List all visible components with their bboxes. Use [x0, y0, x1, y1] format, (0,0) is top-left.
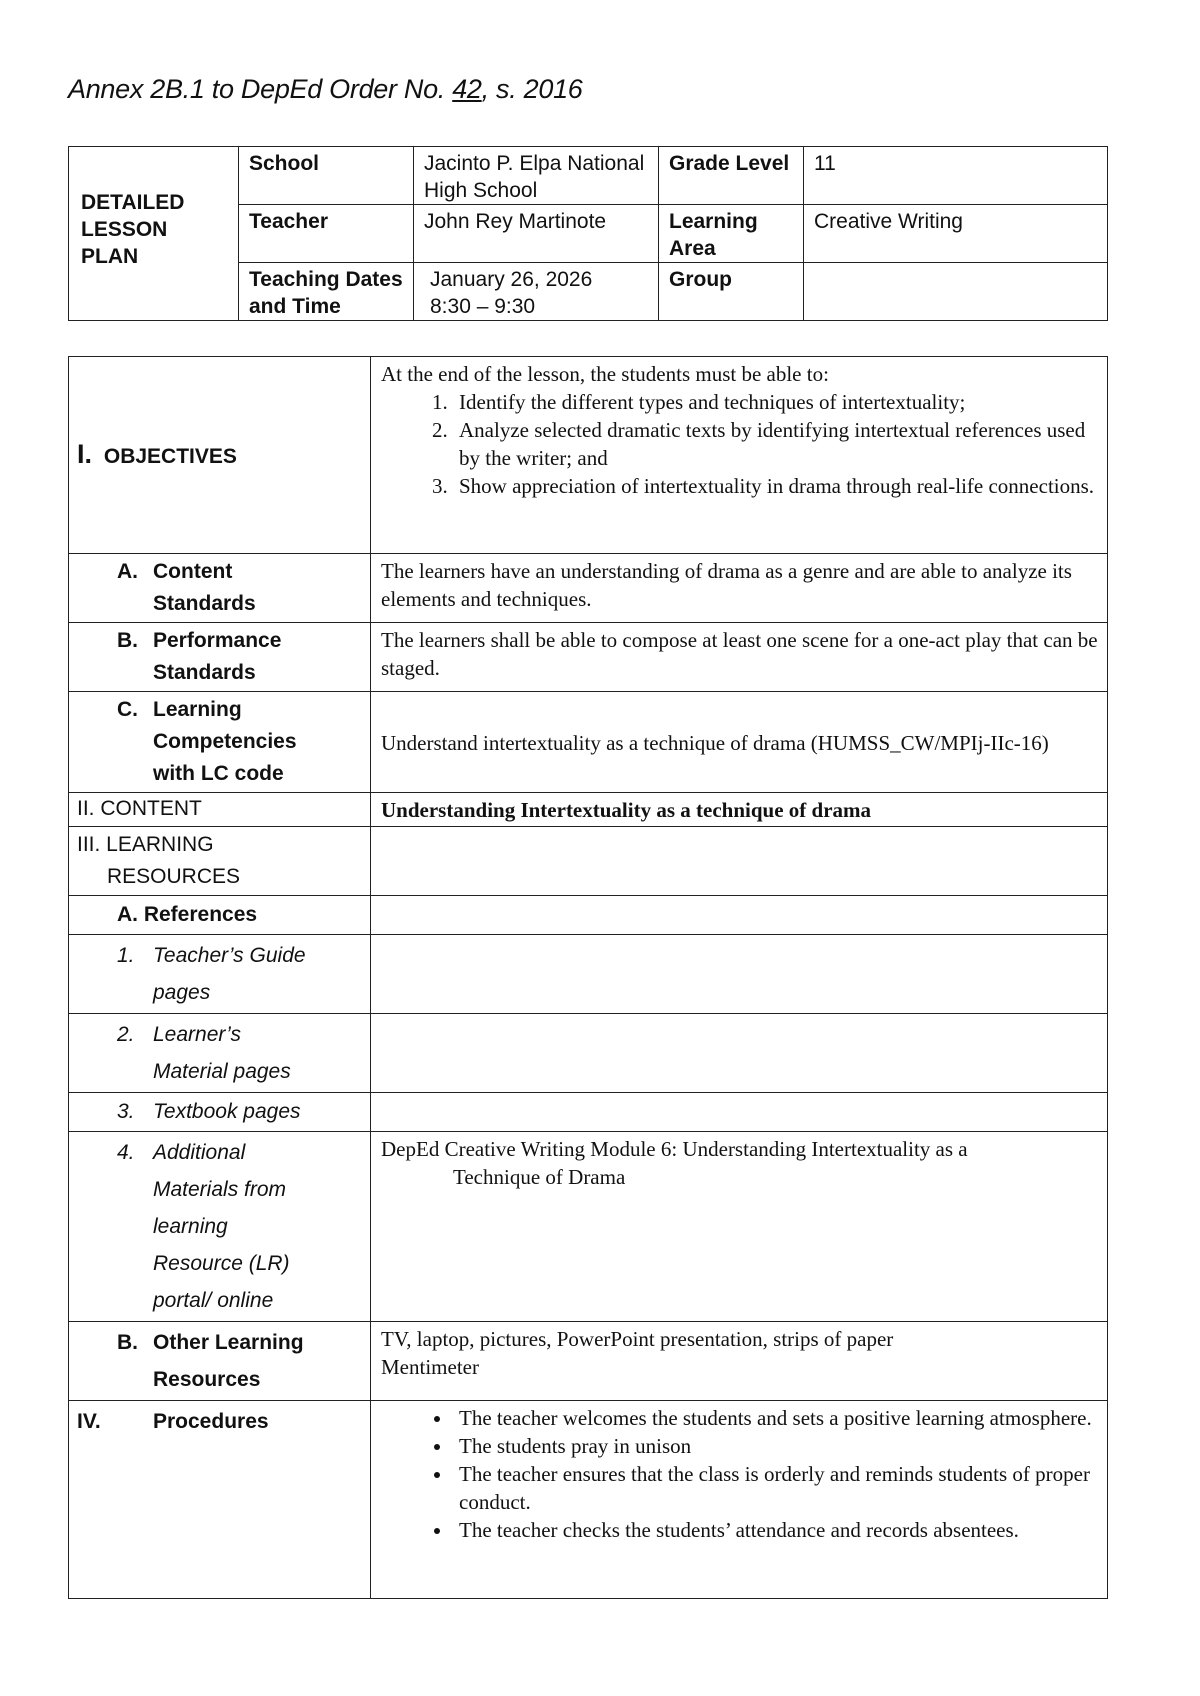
competencies-label-line2: Competencies — [153, 730, 297, 753]
objectives-number: I. — [77, 438, 93, 469]
group-value — [804, 263, 1108, 321]
teachers-guide-label-line2: pages — [153, 981, 211, 1004]
teacher-label: Teacher — [239, 205, 414, 263]
procedures-label — [69, 1401, 371, 1599]
objectives-row — [69, 357, 1108, 554]
procedure-item: • The students pray in unison — [453, 1432, 1099, 1460]
procedures-list — [381, 1404, 1099, 1544]
other-resources-label-line2: Resources — [153, 1368, 261, 1391]
teachers-guide-value — [371, 935, 1108, 1014]
competencies-label-line1: Learning — [153, 698, 242, 721]
additional-materials-value-line1: DepEd Creative Writing Module 6: Understanding Intertextuality as a — [381, 1137, 968, 1161]
other-resources-value-line1: TV, laptop, pictures, PowerPoint presentation, strips of paper — [381, 1327, 894, 1351]
annex-heading — [68, 74, 583, 105]
procedure-item: • The teacher welcomes the students and sets a positive learning atmosphere. — [453, 1404, 1099, 1432]
teacher-value: John Rey Martinote — [414, 205, 659, 263]
objective-item: 2. Analyze selected dramatic texts by identifying intertextual references used by the writer; and — [453, 416, 1099, 472]
other-resources-label — [69, 1322, 371, 1401]
content-standards-label-line1: Content — [153, 560, 233, 583]
textbook-label — [69, 1093, 371, 1132]
other-resources-value-line2: Mentimeter — [381, 1355, 479, 1379]
learners-material-row — [69, 1014, 1108, 1093]
additional-materials-label-line: portal/ online — [153, 1289, 274, 1312]
teachers-guide-label-line1: Teacher’s Guide — [153, 944, 306, 967]
content-standards-value: The learners have an understanding of drama as a genre and are able to analyze its elements and techniques. — [371, 554, 1108, 623]
additional-materials-label-line: Additional — [153, 1141, 246, 1164]
school-value — [414, 147, 659, 205]
additional-materials-value-line2: Technique of Drama — [453, 1165, 626, 1189]
other-resources-value — [371, 1322, 1108, 1401]
grade-label: Grade Level — [659, 147, 804, 205]
procedures-key: IV. — [77, 1410, 101, 1433]
references-row — [69, 896, 1108, 935]
content-standards-label — [69, 554, 371, 623]
objectives-intro: At the end of the lesson, the students must be able to: — [381, 362, 829, 386]
teaching-date: January 26, 2026 — [430, 268, 593, 291]
procedure-item: • The teacher checks the students’ attendance and records absentees. — [453, 1516, 1099, 1544]
objectives-list — [381, 388, 1099, 500]
lesson-plan-table — [68, 356, 1108, 1599]
content-value: Understanding Intertextuality as a technique of drama — [371, 793, 1108, 827]
learning-resources-row — [69, 827, 1108, 896]
school-label: School — [239, 147, 414, 205]
references-value — [371, 896, 1108, 935]
other-resources-label-line1: Other Learning — [153, 1331, 304, 1354]
grade-value: 11 — [804, 147, 1108, 205]
other-resources-key: B. — [117, 1331, 138, 1354]
teaching-dates-label — [239, 263, 414, 321]
performance-standards-row — [69, 623, 1108, 692]
textbook-label-text: Textbook pages — [153, 1100, 301, 1123]
additional-materials-label-line: learning — [153, 1215, 228, 1238]
performance-standards-value: The learners shall be able to compose at least one scene for a one-act play that can be staged. — [371, 623, 1108, 692]
lesson-header-table — [68, 146, 1108, 321]
group-label: Group — [659, 263, 804, 321]
learning-resources-label — [69, 827, 371, 896]
procedures-title: Procedures — [153, 1410, 269, 1433]
performance-standards-key: B. — [117, 629, 138, 652]
learning-area-label — [659, 205, 804, 263]
annex-suffix: , s. 2016 — [481, 74, 583, 104]
other-resources-row — [69, 1322, 1108, 1401]
annex-prefix: Annex 2B.1 to DepEd Order No. — [68, 74, 453, 104]
learners-material-label-line1: Learner’s — [153, 1023, 241, 1046]
objectives-title: OBJECTIVES — [103, 444, 237, 468]
learners-material-label-line2: Material pages — [153, 1060, 291, 1083]
teaching-dates-value — [414, 263, 659, 321]
references-label: A. References — [69, 896, 371, 935]
content-label: II. CONTENT — [69, 793, 371, 827]
additional-materials-key: 4. — [117, 1141, 135, 1164]
learning-resources-label-line1: III. LEARNING — [77, 833, 214, 856]
school-value-line1: Jacinto P. Elpa National — [424, 152, 645, 175]
teaching-dates-label-line2: and Time — [249, 295, 341, 318]
learners-material-label — [69, 1014, 371, 1093]
objective-item: 3. Show appreciation of intertextuality in drama through real-life connections. — [453, 472, 1099, 500]
performance-standards-label-line2: Standards — [153, 661, 256, 684]
procedures-value — [371, 1401, 1108, 1599]
doc-type-line1: DETAILED — [81, 190, 185, 214]
content-row — [69, 793, 1108, 827]
competencies-value: Understand intertextuality as a technique of drama (HUMSS_CW/MPIj-IIc-16) — [371, 692, 1108, 793]
teachers-guide-key: 1. — [117, 944, 135, 967]
doc-type-line2: LESSON PLAN — [81, 217, 168, 268]
textbook-key: 3. — [117, 1100, 135, 1123]
performance-standards-label — [69, 623, 371, 692]
additional-materials-label-line: Materials from — [153, 1178, 287, 1201]
learning-area-value: Creative Writing — [804, 205, 1108, 263]
learners-material-value — [371, 1014, 1108, 1093]
annex-order-number: 42 — [452, 74, 482, 104]
school-value-line2: High School — [424, 179, 538, 202]
learning-resources-value — [371, 827, 1108, 896]
learning-area-label-line2: Area — [669, 237, 716, 260]
content-standards-key: A. — [117, 560, 138, 583]
competencies-key: C. — [117, 698, 138, 721]
teaching-time: 8:30 – 9:30 — [430, 295, 536, 318]
teachers-guide-label — [69, 935, 371, 1014]
performance-standards-label-line1: Performance — [153, 629, 282, 652]
objectives-value — [371, 357, 1108, 554]
teachers-guide-row — [69, 935, 1108, 1014]
objective-item: 1. Identify the different types and techniques of intertextuality; — [453, 388, 1099, 416]
competencies-label-line3: with LC code — [153, 762, 284, 785]
learning-area-label-line1: Learning — [669, 210, 758, 233]
competencies-row — [69, 692, 1108, 793]
learning-resources-label-line2: RESOURCES — [107, 865, 241, 888]
additional-materials-label — [69, 1132, 371, 1322]
additional-materials-label-line: Resource (LR) — [153, 1252, 290, 1275]
competencies-label — [69, 692, 371, 793]
doc-type-cell — [69, 147, 239, 321]
procedure-item: • The teacher ensures that the class is orderly and reminds students of proper conduct. — [453, 1460, 1099, 1516]
teaching-dates-label-line1: Teaching Dates — [249, 268, 403, 291]
textbook-row — [69, 1093, 1108, 1132]
additional-materials-row — [69, 1132, 1108, 1322]
textbook-value — [371, 1093, 1108, 1132]
content-standards-row — [69, 554, 1108, 623]
procedures-row — [69, 1401, 1108, 1599]
learners-material-key: 2. — [117, 1023, 135, 1046]
content-standards-label-line2: Standards — [153, 592, 256, 615]
objectives-label — [69, 357, 371, 554]
additional-materials-value — [371, 1132, 1108, 1322]
